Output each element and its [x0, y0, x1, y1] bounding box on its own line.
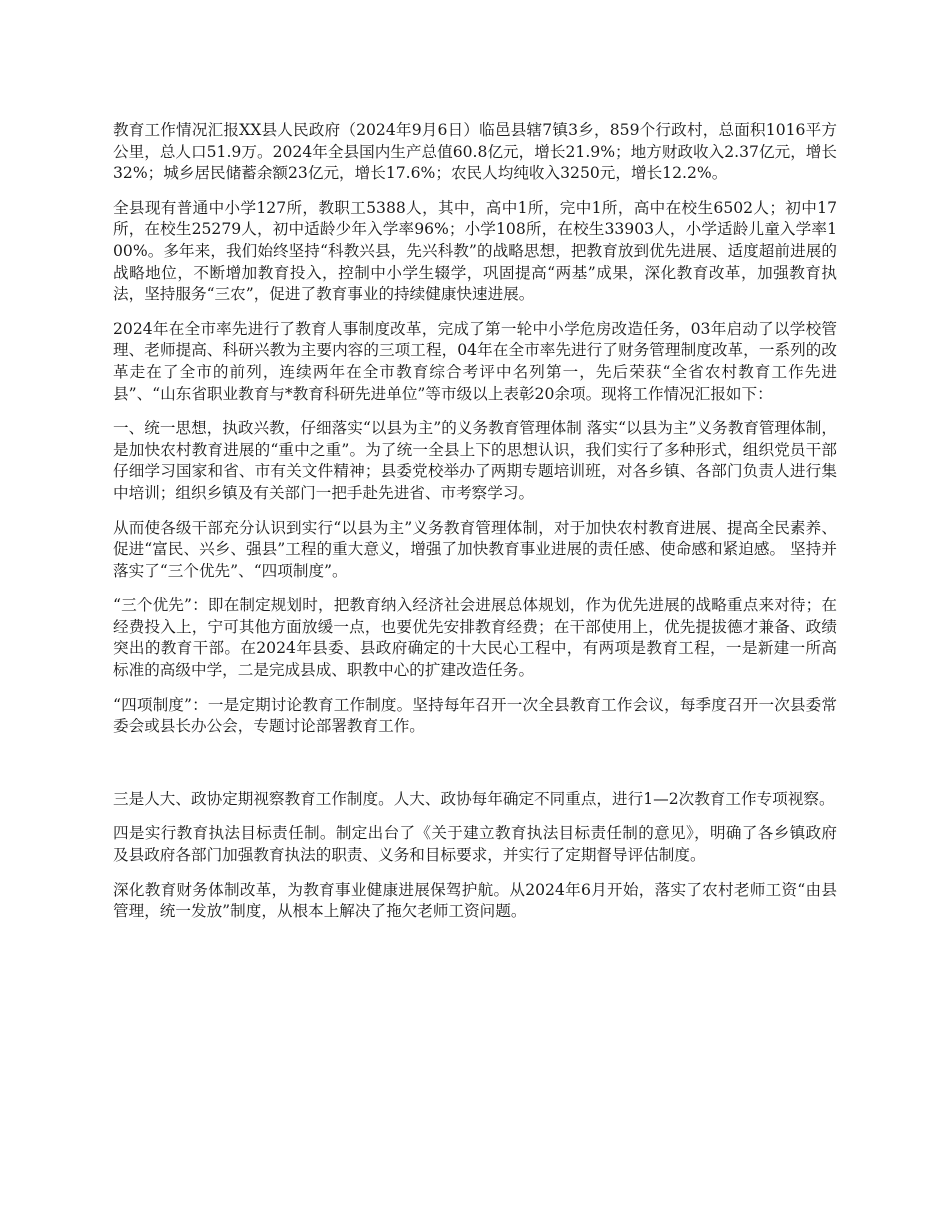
paragraph-three-priorities: “三个优先”：即在制定规划时，把教育纳入经济社会进展总体规划，作为优先进展的战略重点来对待；在经费投入上，宁可其他方面放缓一点，也要优先安排教育经费；在干部使用上，优先提拔德才兼备、政绩突出的教育干部。在2024年县委、县政府确定的十大民心工程中，有两项是教育工程，一是新建一所高标准的高级中学，二是完成县成、职教中心的扩建改造任务。	[113, 596, 837, 680]
blank-gap	[113, 751, 837, 789]
paragraph-four-systems: “四项制度”：一是定期讨论教育工作制度。坚持每年召开一次全县教育工作会议，每季度召开一次县委常委会或县长办公会，专题讨论部署教育工作。	[113, 695, 837, 736]
paragraph-awareness: 从而使各级干部充分认识到实行“以县为主”义务教育管理体制，对于加快农村教育进展、提高全民素养、促进“富民、兴乡、强县”工程的重大意义，增强了加快教育事业进展的责任感、使命感和紧迫感。 坚持并落实了“三个优先”、“四项制度”。	[113, 518, 837, 580]
paragraph-inspection: 三是人大、政协定期视察教育工作制度。人大、政协每年确定不同重点，进行1—2次教育工作专项视察。	[113, 789, 835, 808]
paragraph-law-enforcement: 四是实行教育执法目标责任制。制定出台了《关于建立教育执法目标责任制的意见》，明确了各乡镇政府及县政府各部门加强教育执法的职责、义务和目标要求，并实行了定期督导评估制度。	[113, 824, 837, 865]
paragraph-finance-reform: 深化教育财务体制改革，为教育事业健康进展保驾护航。从2024年6月开始，落实了农村老师工资“由县管理，统一发放”制度，从根本上解决了拖欠老师工资问题。	[113, 880, 837, 921]
paragraph-intro: 教育工作情况汇报XX县人民政府（2024年9月6日）临邑县辖7镇3乡，859个行政村，总面积1016平方公里，总人口51.9万。2024年全县国内生产总值60.8亿元，增长21.9%；地方财政收入2.37亿元，增长32%；城乡居民储蓄余额23亿元，增长17.6%；农民人均纯收入3250元，增长12.2%。	[113, 121, 837, 183]
paragraph-reforms: 2024年在全市率先进行了教育人事制度改革，完成了第一轮中小学危房改造任务，03年启动了以学校管理、老师提高、科研兴教为主要内容的三项工程，04年在全市率先进行了财务管理制度改革，一系列的改革走在了全市的前列，连续两年在全市教育综合考评中名列第一，先后荣获“全省农村教育工作先进县”、“山东省职业教育与*教育科研先进单位”等市级以上表彰20余项。现将工作情况汇报如下：	[113, 319, 837, 403]
paragraph-schools: 全县现有普通中小学127所，教职工5388人，其中，高中1所，完中1所，高中在校生6502人；初中17所，在校生25279人，初中适龄少年入学率96%；小学108所，在校生33903人，小学适龄儿童入学率100%。多年来，我们始终坚持“科教兴县，先兴科教”的战略思想，把教育放到优先进展、适度超前进展的战略地位，不断增加教育投入，控制中小学生辍学，巩固提高“两基”成果，深化教育改革，加强教育执法，坚持服务“三农”，促进了教育事业的持续健康快速进展。	[113, 198, 837, 304]
paragraph-section-one: 一、统一思想，执政兴教，仔细落实“以县为主”的义务教育管理体制 落实“以县为主”义务教育管理体制，是加快农村教育进展的“重中之重”。为了统一全县上下的思想认识，我们实行了多种形式，组织党员干部仔细学习国家和省、市有关文件精神；县委党校举办了两期专题培训班，对各乡镇、各部门负责人进行集中培训；组织乡镇及有关部门一把手赴先进省、市考察学习。	[113, 419, 837, 502]
document-body	[113, 120, 837, 936]
